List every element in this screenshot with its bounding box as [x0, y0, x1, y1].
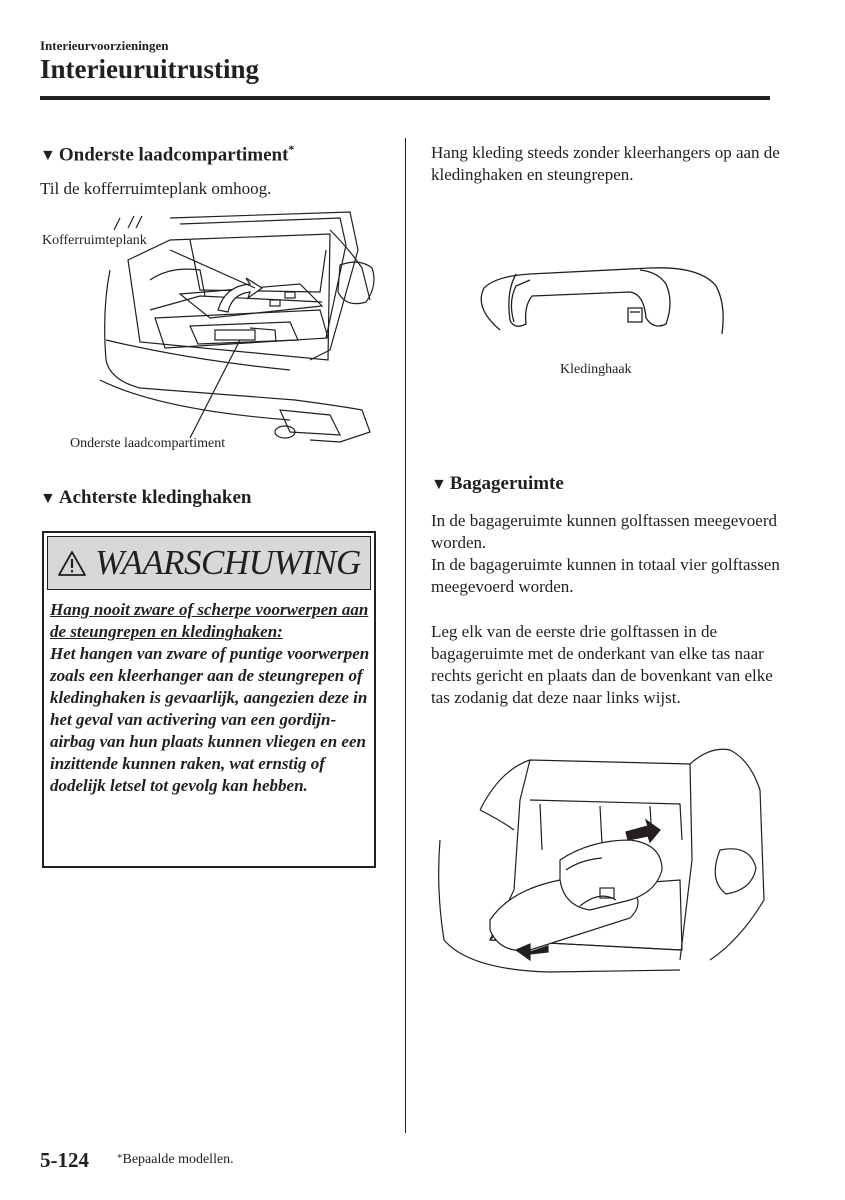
footnote [117, 1152, 234, 1168]
warning-triangle-icon [57, 550, 87, 577]
heading-marker: * [288, 142, 295, 156]
warning-title: WAARSCHUWING [95, 543, 361, 582]
paragraph-golf-bags-total: In de bagageruimte kunnen in totaal vier golftassen meegevoerd worden. [431, 555, 780, 596]
section-label: Interieurvoorzieningen [40, 38, 169, 53]
label-lower-compartment: Onderste laadcompartiment [70, 436, 226, 451]
triangle-down-icon: ▼ [40, 490, 56, 507]
heading-luggage [431, 473, 564, 495]
warning-box [42, 531, 376, 868]
figure-clothes-hook [470, 262, 740, 342]
heading-text: Onderste laadcompartiment [58, 144, 289, 166]
warning-body [50, 599, 372, 797]
triangle-down-icon: ▼ [40, 147, 56, 165]
footnote-text: Bepaalde modellen. [122, 1152, 234, 1167]
paragraph-golf-bags: In de bagageruimte kunnen golftassen meegevoerd worden. [431, 511, 778, 552]
heading-rear-hooks [40, 487, 252, 509]
figure-golf-bags [430, 740, 770, 980]
column-divider [405, 138, 406, 1133]
heading-text: Achterste kledinghaken [58, 487, 252, 508]
warning-text: Het hangen van zware of puntige voorwerpen zoals een kleerhanger aan de steungrepen of kledinghaken is gevaarlijk, aangezien deze in het geval van activering van een gordijn-airbag van hun plaats kunnen vliegen en een inzittende kunnen raken, wat ernstig of dodelijk letsel tot gevolg kan hebben. [50, 644, 370, 795]
heading-text: Bagageruimte [449, 473, 564, 494]
title-rule [40, 96, 770, 100]
warning-subject: Hang nooit zware of scherpe voorwerpen aan de steungrepen en kledinghaken: [50, 600, 369, 641]
heading-lower-compartment [40, 142, 294, 166]
label-plank: Kofferruimteplank [42, 233, 147, 248]
paragraph-lift-plank: Til de kofferruimteplank omhoog. [40, 179, 272, 198]
page-title: Interieuruitrusting [40, 54, 259, 84]
triangle-down-icon: ▼ [431, 476, 447, 493]
page-number: 5-124 [40, 1148, 89, 1172]
warning-header [47, 536, 371, 590]
label-clothes-hook: Kledinghaak [560, 362, 632, 377]
footnote-marker: * [117, 1152, 123, 1164]
paragraph-hang-clothes: Hang kleding steeds zonder kleerhangers op aan de kledinghaken en steungrepen. [431, 143, 780, 184]
paragraph-placement: Leg elk van de eerste drie golftassen in de bagageruimte met de onderkant van elke tas naar rechts gericht en plaats dan de bovenkant van elke tas zodanig dat deze naar links wijst. [431, 622, 773, 707]
